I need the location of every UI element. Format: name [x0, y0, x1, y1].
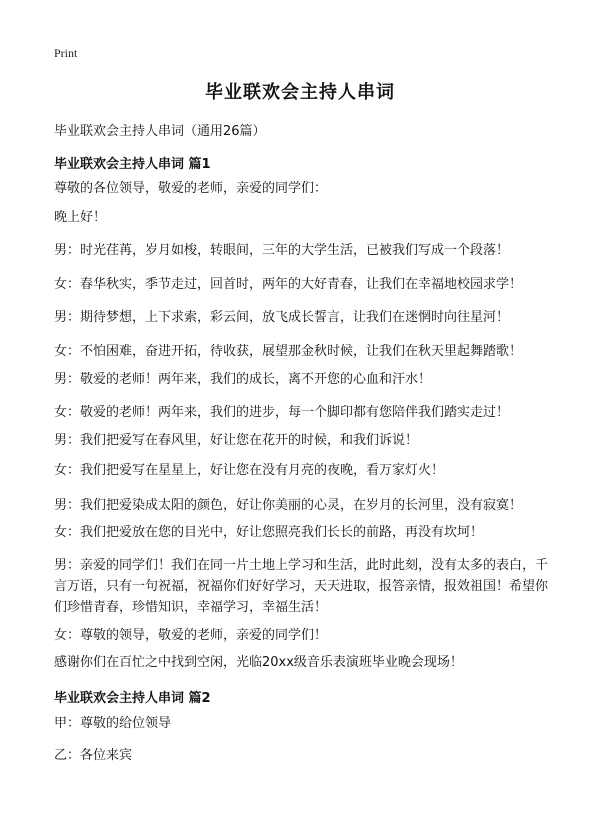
paragraph: 感谢你们在百忙之中找到空闲，光临20xx级音乐表演班毕业晚会现场！ — [54, 655, 463, 670]
paragraph: 女：敬爱的老师！两年来，我们的进步，每一个脚印都有您陪伴我们踏实走过！ — [54, 405, 510, 420]
section-heading-2: 毕业联欢会主持人串词 篇2 — [54, 691, 211, 706]
paragraph: 男：敬爱的老师！两年来，我们的成长，离不开您的心血和汗水！ — [54, 372, 432, 387]
paragraph: 男：时光荏苒，岁月如梭，转眼间，三年的大学生活，已被我们写成一个段落！ — [54, 243, 510, 258]
section-heading-1: 毕业联欢会主持人串词 篇1 — [54, 157, 211, 172]
paragraph: 乙：各位来宾 — [54, 748, 133, 763]
paragraph: 女：我们把爱放在您的目光中，好让您照亮我们长长的前路，再没有坎坷！ — [54, 525, 484, 540]
paragraph: 男：我们把爱染成太阳的颜色，好让你美丽的心灵，在岁月的长河里，没有寂寞！ — [54, 498, 523, 513]
paragraph: 晚上好！ — [54, 210, 107, 225]
paragraph: 男：期待梦想，上下求索，彩云间，放飞成长誓言，让我们在迷惘时向往星河！ — [54, 310, 510, 325]
paragraph: 男：我们把爱写在春风里，好让您在花开的时候，和我们诉说！ — [54, 433, 419, 448]
paragraph: 女：尊敬的领导，敬爱的老师，亲爱的同学们！ — [54, 628, 328, 643]
paragraph: 尊敬的各位领导，敬爱的老师，亲爱的同学们： — [54, 181, 328, 196]
page-title: 毕业联欢会主持人串词 — [205, 82, 395, 103]
paragraph: 女：我们把爱写在星星上，好让您在没有月亮的夜晚，看万家灯火！ — [54, 463, 445, 478]
paragraph: 男：亲爱的同学们！我们在同一片土地上学习和生活，此时此刻，没有太多的表白，千言万语，只有一句祝福，祝福你们好好学习，天天进取，报答亲情，报效祖国！希望你们珍惜青春，珍惜知识，幸福学习，幸福生活！ — [54, 558, 549, 615]
paragraph: 女：春华秋实，季节走过，回首时，两年的大好青春，让我们在幸福地校园求学！ — [54, 277, 523, 292]
document-subtitle: 毕业联欢会主持人串词（通用26篇） — [54, 124, 266, 139]
print-link[interactable]: Print — [54, 46, 78, 60]
paragraph: 甲：尊敬的给位领导 — [54, 716, 172, 731]
paragraph: 女：不怕困难，奋进开拓，待收获，展望那金秋时候，让我们在秋天里起舞踏歌！ — [54, 344, 523, 359]
